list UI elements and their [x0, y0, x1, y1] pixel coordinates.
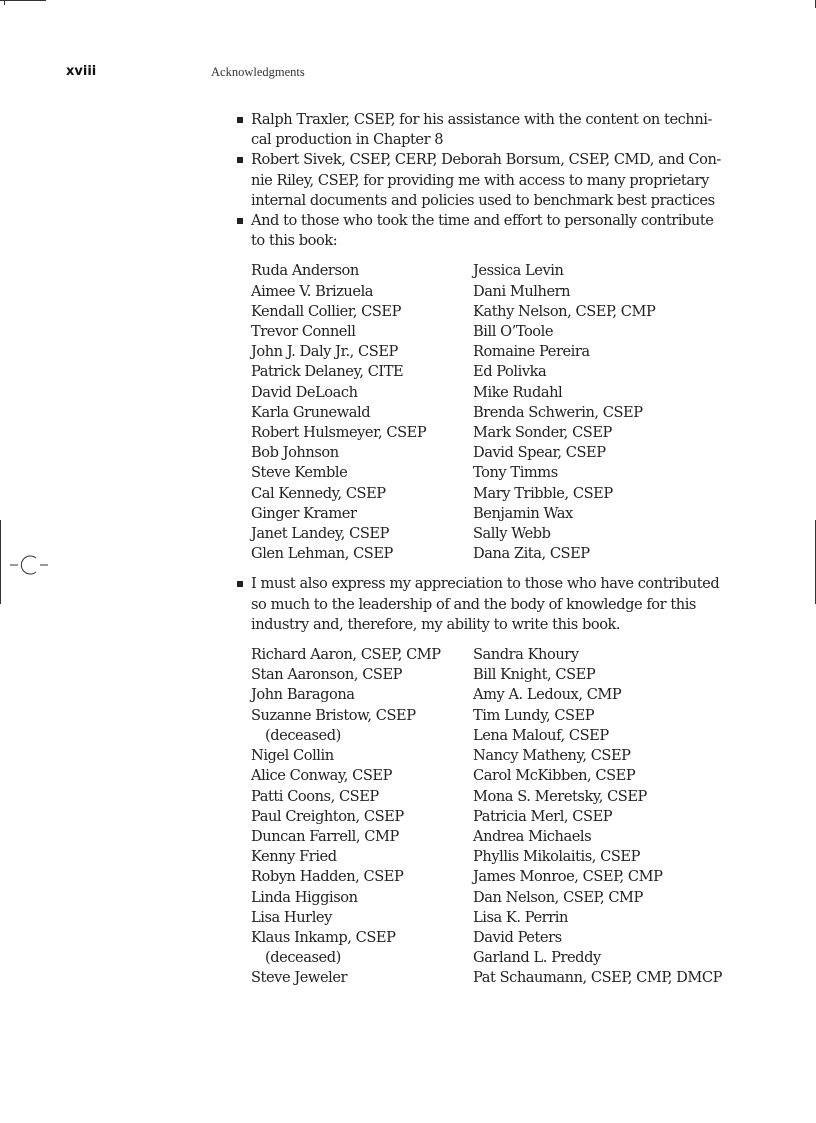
contributor-name: Kenny Fried [251, 848, 337, 866]
contributor-name: Janet Landey, CSEP [251, 525, 389, 543]
contributor-name: Steve Jeweler [251, 969, 348, 987]
contributor-column-left [251, 645, 473, 988]
square-bullet-icon [237, 581, 243, 587]
bullet-line: so much to the leadership of and the body of knowledge for this [251, 595, 696, 613]
contributor-name: Mike Rudahl [473, 383, 563, 401]
contributor-name: Patrick Delaney, CITE [251, 363, 404, 381]
contributor-name: Dani Mulhern [473, 282, 571, 300]
bullet-line: I must also express my appreciation to those who have contributed [251, 575, 720, 593]
contributor-name: Paul Creighton, CSEP [251, 807, 404, 825]
contributor-name: Benjamin Wax [473, 504, 573, 522]
contributor-name: David Spear, CSEP [473, 444, 606, 462]
contributor-name: Kendall Collier, CSEP [251, 302, 401, 320]
contributor-name: Carol McKibben, CSEP [473, 767, 636, 785]
contributor-name: Bill Knight, CSEP [473, 666, 596, 684]
contributor-name: Romaine Pereira [473, 343, 590, 361]
page-number: xviii [66, 64, 97, 79]
bullet-item [237, 574, 721, 635]
contributor-name: Linda Higgison [251, 888, 358, 906]
crop-mark-top-left [0, 0, 46, 1]
contributor-name: Trevor Connell [251, 323, 356, 341]
bullet-line: Ralph Traxler, CSEP, for his assistance with the content on techni- [251, 111, 712, 128]
contributor-name: Lisa Hurley [251, 908, 332, 926]
contributor-name: Ed Polivka [473, 363, 547, 381]
contributor-name: Ginger Kramer [251, 504, 357, 522]
running-head-title: Acknowledgments [211, 65, 305, 79]
contributor-name: Alice Conway, CSEP [251, 767, 392, 785]
registration-mark-icon [10, 550, 50, 580]
contributor-name: Mary Tribble, CSEP [473, 484, 613, 502]
crop-mark-left-edge [0, 520, 1, 604]
contributor-name: Bob Johnson [251, 444, 339, 462]
contributor-name: Aimee V. Brizuela [251, 282, 374, 300]
running-head [0, 64, 816, 80]
contributor-column-right [473, 261, 735, 564]
contributor-name: Mark Sonder, CSEP [473, 424, 612, 442]
contributor-name: Richard Aaron, CSEP, CMP [251, 646, 441, 664]
contributor-name: Andrea Michaels [473, 827, 592, 845]
contributor-name: Patti Coons, CSEP [251, 787, 379, 805]
contributor-name: Klaus Inkamp, CSEP [251, 928, 396, 946]
bullet-line: to this book: [251, 232, 338, 250]
contributor-name: Mona S. Meretsky, CSEP [473, 787, 647, 805]
contributor-name: Brenda Schwerin, CSEP [473, 403, 643, 421]
bullet-line: nie Riley, CSEP, for providing me with access to many proprietary [251, 171, 709, 189]
contributor-list [237, 261, 721, 564]
contributor-name: Duncan Farrell, CMP [251, 827, 399, 845]
contributor-name-continuation: (deceased) [265, 949, 341, 967]
contributor-name: Jessica Levin [473, 262, 564, 280]
contributor-column-right [473, 645, 735, 988]
contributor-name: Garland L. Preddy [473, 949, 601, 967]
contributor-name: Glen Lehman, CSEP [251, 545, 393, 563]
contributor-name: Karla Grunewald [251, 403, 371, 421]
contributor-name: James Monroe, CSEP, CMP [473, 868, 663, 886]
contributor-name: David Peters [473, 928, 562, 946]
contributor-name: Dan Nelson, CSEP, CMP [473, 888, 643, 906]
contributor-name: Lena Malouf, CSEP [473, 726, 609, 744]
square-bullet-icon [237, 157, 243, 163]
contributor-name: Sandra Khoury [473, 646, 579, 664]
bullet-line: Robert Sivek, CSEP, CERP, Deborah Borsum, CSEP, CMD, and Con- [251, 151, 721, 169]
contributor-name: Bill O’Toole [473, 323, 554, 341]
contributor-list [237, 645, 721, 988]
bullet-line: And to those who took the time and effort to personally contribute [251, 212, 714, 230]
bullet-line: cal production in Chapter 8 [251, 131, 444, 149]
contributor-name: Phyllis Mikolaitis, CSEP [473, 848, 641, 866]
contributor-name: Patricia Merl, CSEP [473, 807, 613, 825]
contributor-name: Robert Hulsmeyer, CSEP [251, 424, 427, 442]
contributor-name: Cal Kennedy, CSEP [251, 484, 386, 502]
bullet-line: internal documents and policies used to benchmark best practices [251, 191, 715, 209]
contributor-name: David DeLoach [251, 383, 358, 401]
page-body [237, 110, 721, 989]
contributor-name: Nancy Matheny, CSEP [473, 747, 631, 765]
contributor-name: Suzanne Bristow, CSEP [251, 706, 416, 724]
contributor-name: Lisa K. Perrin [473, 908, 568, 926]
contributor-name: Amy A. Ledoux, CMP [473, 686, 622, 704]
contributor-name: Tony Timms [473, 464, 558, 482]
contributor-name-continuation: (deceased) [265, 726, 341, 744]
contributor-name: Tim Lundy, CSEP [473, 706, 595, 724]
contributor-name: John J. Daly Jr., CSEP [251, 343, 398, 361]
contributor-name: Pat Schaumann, CSEP, CMP, DMCP [473, 969, 722, 987]
contributor-name: Dana Zita, CSEP [473, 545, 590, 563]
crop-mark-top-left-tick [4, 0, 5, 5]
contributor-name: Kathy Nelson, CSEP, CMP [473, 302, 656, 320]
contributor-name: John Baragona [251, 686, 355, 704]
contributor-name: Steve Kemble [251, 464, 348, 482]
contributor-name: Sally Webb [473, 525, 551, 543]
contributor-column-left [251, 261, 473, 564]
contributor-name: Robyn Hadden, CSEP [251, 868, 404, 886]
contributor-name: Nigel Collin [251, 747, 334, 765]
contributor-name: Stan Aaronson, CSEP [251, 666, 403, 684]
bullet-line: industry and, therefore, my ability to write this book. [251, 615, 621, 633]
bullet-item [237, 150, 721, 211]
contributor-name: Ruda Anderson [251, 262, 359, 280]
bullet-item [237, 211, 721, 251]
bullet-item [237, 110, 721, 150]
square-bullet-icon [237, 218, 243, 224]
square-bullet-icon [237, 117, 243, 123]
